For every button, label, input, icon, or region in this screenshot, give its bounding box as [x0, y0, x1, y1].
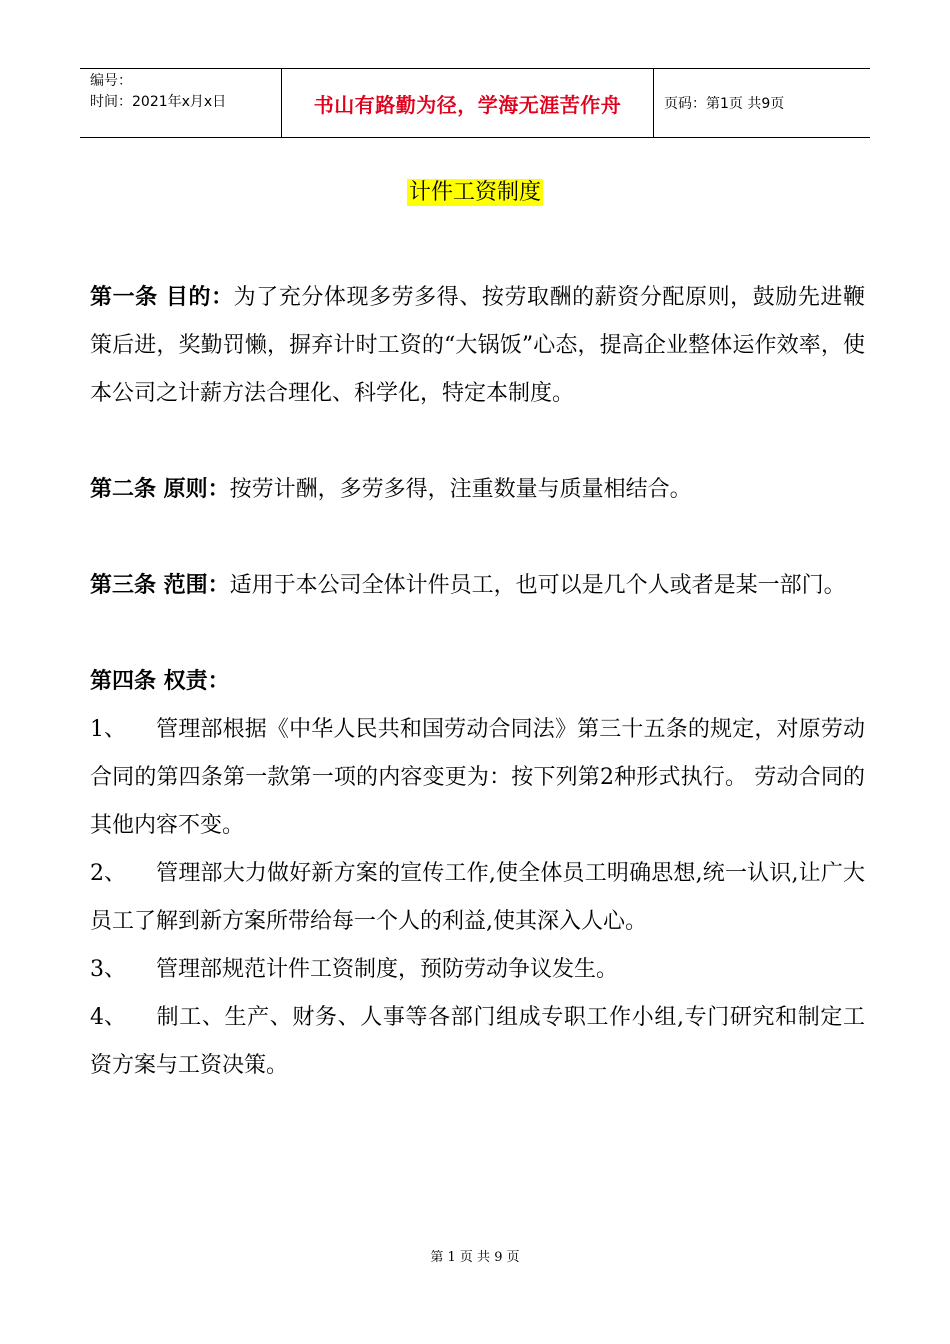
title-text: 计件工资制度 — [408, 180, 541, 205]
header-page-code — [654, 69, 870, 137]
article-4 — [90, 658, 865, 706]
article-1-label: 第一条 目的： — [90, 285, 234, 310]
list-item — [90, 850, 865, 946]
list-item-text: 管理部根据《中华人民共和国劳动合同法》第三十五条的规定，对原劳动合同的第四条第一款第一项的内容变更为：按下列第2种形式执行。 劳动合同的其他内容不变。 — [90, 717, 865, 838]
header-meta — [80, 69, 282, 137]
list-item-number: 3、 — [90, 957, 126, 982]
document-time-label: 时间：2021年x月x日 — [90, 94, 227, 110]
list-item — [90, 994, 865, 1090]
article-1-text: 为了充分体现多劳多得、按劳取酬的薪资分配原则，鼓励先进鞭策后进，奖勤罚懒，摒弃计时工资的“大锅饭”心态，提高企业整体运作效率，使本公司之计薪方法合理化、科学化，特定本制度。 — [90, 285, 865, 406]
list-item-number: 4、 — [90, 1005, 126, 1030]
header-motto — [282, 69, 654, 137]
list-item-text: 管理部大力做好新方案的宣传工作,使全体员工明确思想,统一认识,让广大员工了解到新方案所带给每一个人的利益,使其深入人心。 — [90, 861, 865, 934]
list-item-number: 1、 — [90, 717, 126, 742]
list-item-text: 管理部规范计件工资制度，预防劳动争议发生。 — [156, 957, 619, 982]
list-item-number: 2、 — [90, 861, 126, 886]
article-3-text: 适用于本公司全体计件员工，也可以是几个人或者是某一部门。 — [229, 573, 846, 598]
motto-text: 书山有路勤为径，学海无涯苦作舟 — [313, 92, 622, 117]
list-item — [90, 706, 865, 850]
article-2-text: 按劳计酬，多劳多得，注重数量与质量相结合。 — [229, 477, 692, 502]
article-2 — [90, 466, 865, 514]
document-title — [0, 175, 950, 206]
article-3-label: 第三条 范围： — [90, 573, 230, 598]
article-2-label: 第二条 原则： — [90, 477, 230, 502]
document-header — [80, 68, 870, 138]
article-4-label: 第四条 权责： — [90, 669, 230, 694]
footer-page-number: 第 1 页 共 9 页 — [430, 1250, 520, 1265]
list-item — [90, 946, 865, 994]
document-number-label: 编号： — [90, 73, 132, 89]
list-item-text: 制工、生产、财务、人事等各部门组成专职工作小组,专门研究和制定工资方案与工资决策。 — [90, 1005, 865, 1078]
document-body — [90, 274, 865, 1090]
page-code-text: 页码：第1页 共9页 — [664, 96, 785, 112]
page-footer — [0, 1246, 950, 1265]
article-3 — [90, 562, 865, 610]
article-1 — [90, 274, 865, 418]
